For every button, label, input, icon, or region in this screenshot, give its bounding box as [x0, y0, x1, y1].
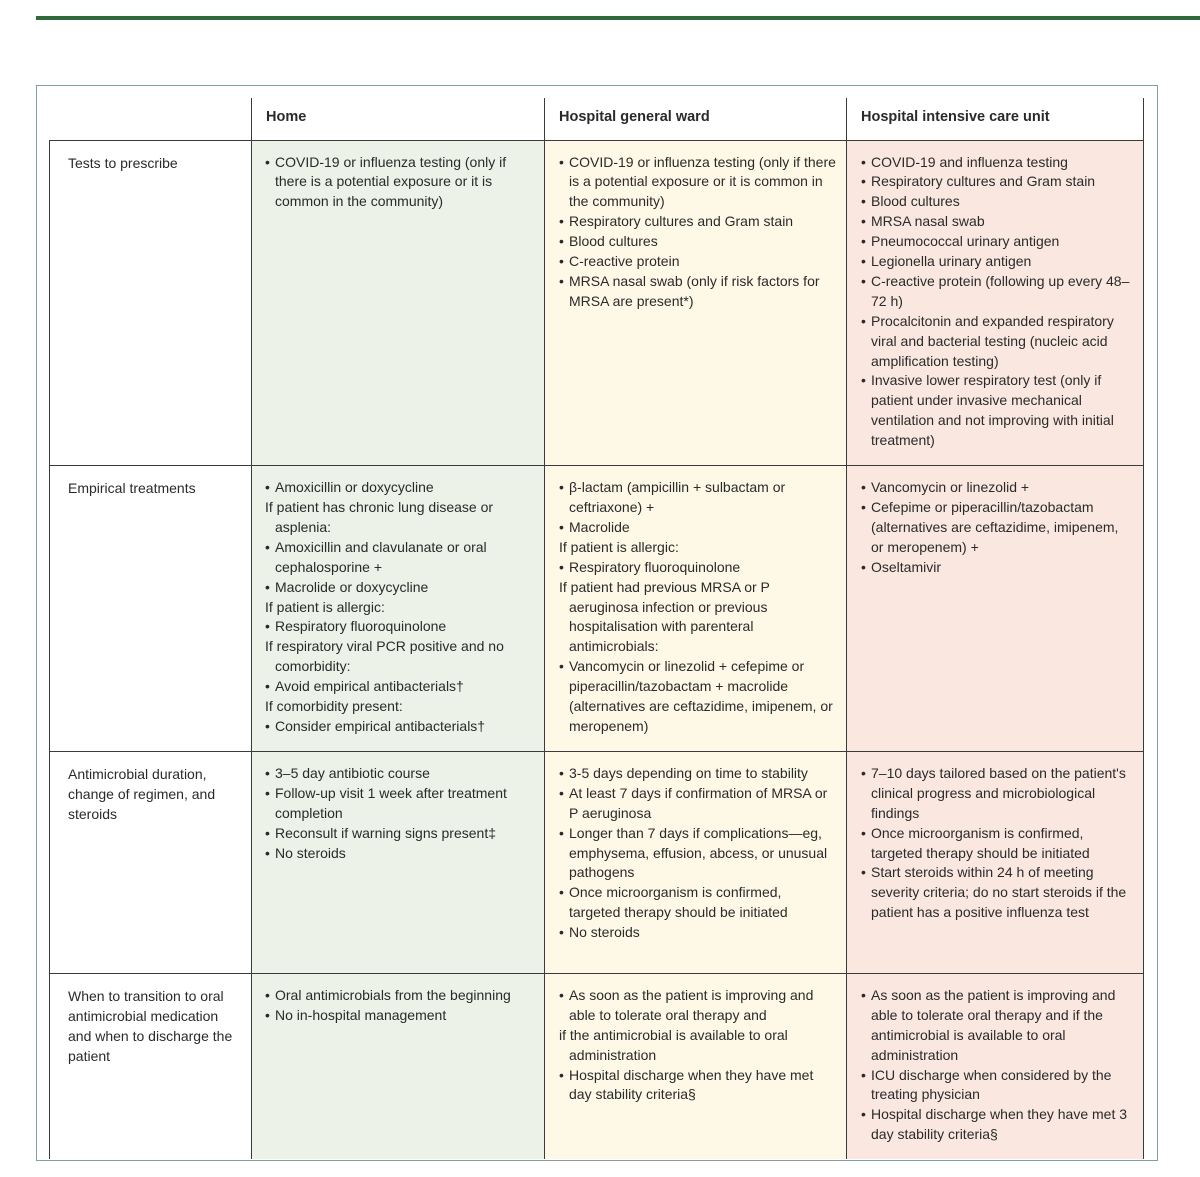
header-setting — [50, 98, 252, 140]
cell-home — [252, 140, 545, 466]
bullet-item: • Hospital discharge when they have met 3 day stability criteria§ — [861, 1105, 1133, 1145]
condition-text: If patient is allergic: — [265, 598, 385, 615]
bullet-item: • C-reactive protein — [559, 252, 836, 272]
cell-ward — [545, 466, 847, 752]
bullet-item: • COVID-19 or influenza testing (only if there is a potential exposure or it is common in the community) — [559, 153, 836, 213]
bullet-item: • β-lactam (ampicillin + sulbactam or ceftriaxone) + — [559, 478, 836, 518]
bullet-item: • COVID-19 or influenza testing (only if there is a potential exposure or it is common in the community) — [265, 153, 534, 213]
bullet-item: • 3-5 days depending on time to stability — [559, 764, 836, 784]
bullet-item: • Invasive lower respiratory test (only if patient under invasive mechanical ventilation and not improving with initial treatment) — [861, 371, 1133, 451]
cell-home — [252, 751, 545, 973]
bullet-item: • Once microorganism is confirmed, targeted therapy should be initiated — [559, 883, 836, 923]
bullet-item: • Procalcitonin and expanded respiratory viral and bacterial testing (nucleic acid amplification testing) — [861, 312, 1133, 372]
bullet-item: • Macrolide — [559, 518, 836, 538]
pneumonia-management-table — [49, 98, 1144, 1159]
cell-icu — [847, 751, 1144, 973]
bullet-item: • Consider empirical antibacterials† — [265, 717, 534, 737]
bullet-item: • Amoxicillin or doxycycline — [265, 478, 534, 498]
bullet-item: • Amoxicillin and clavulanate or oral cephalosporine + — [265, 538, 534, 578]
condition-text: If patient is allergic: — [559, 538, 679, 555]
row-label: Antimicrobial duration, change of regimen, and steroids — [50, 751, 252, 973]
bullet-item: • ICU discharge when considered by the treating physician — [861, 1066, 1133, 1106]
bullet-item: • Hospital discharge when they have met day stability criteria§ — [559, 1066, 836, 1106]
bullet-item: • Macrolide or doxycycline — [265, 578, 534, 598]
bullet-item: • Vancomycin or linezolid + cefepime or piperacillin/tazobactam + macrolide (alternatives are ceftazidime, imipenem, or meropenem) — [559, 657, 836, 737]
row-label: Tests to prescribe — [50, 140, 252, 466]
header-home: Home — [252, 98, 545, 140]
bullet-item: • Blood cultures — [861, 192, 1133, 212]
bullet-item: • Respiratory cultures and Gram stain — [861, 172, 1133, 192]
cell-ward — [545, 751, 847, 973]
row-label: Empirical treatments — [50, 466, 252, 752]
bullet-item: • Oral antimicrobials from the beginning — [265, 986, 534, 1006]
bullet-item: • MRSA nasal swab (only if risk factors for MRSA are present*) — [559, 272, 836, 312]
condition-text: If patient had previous MRSA or P aeruginosa infection or previous hospitalisation with parenteral antimicrobials: — [559, 578, 770, 655]
bullet-item: • Respiratory fluoroquinolone — [265, 617, 534, 637]
table-row-oral-transition-discharge — [50, 973, 1144, 1159]
bullet-item: • Blood cultures — [559, 232, 836, 252]
bullet-item: • As soon as the patient is improving and able to tolerate oral therapy and — [559, 986, 836, 1026]
bullet-item: • Once microorganism is confirmed, targeted therapy should be initiated — [861, 824, 1133, 864]
bullet-item: • No in-hospital management — [265, 1006, 534, 1026]
condition-text: If respiratory viral PCR positive and no comorbidity: — [265, 638, 504, 675]
condition-text: If patient has chronic lung disease or asplenia: — [265, 499, 494, 535]
condition-text: if the antimicrobial is available to oral administration — [559, 1026, 788, 1063]
bullet-item: • As soon as the patient is improving and able to tolerate oral therapy and if the antimicrobial is available to oral administration — [861, 986, 1133, 1066]
condition-text: If comorbidity present: — [265, 698, 403, 715]
bullet-item: • No steroids — [265, 844, 534, 864]
bullet-item: • Respiratory cultures and Gram stain — [559, 212, 836, 232]
cell-icu — [847, 973, 1144, 1159]
table-row-empirical-treatments — [50, 466, 1144, 752]
bullet-item: • No steroids — [559, 923, 836, 943]
top-rule — [36, 16, 1200, 20]
cell-home — [252, 466, 545, 752]
bullet-item: • 3–5 day antibiotic course — [265, 764, 534, 784]
bullet-item: • MRSA nasal swab — [861, 212, 1133, 232]
bullet-item: • Start steroids within 24 h of meeting severity criteria; do no start steroids if the patient has a positive influenza test — [861, 863, 1133, 923]
table-row-antimicrobial-duration — [50, 751, 1144, 973]
bullet-item: • Longer than 7 days if complications—eg, emphysema, effusion, abcess, or unusual pathogens — [559, 824, 836, 884]
cell-home — [252, 973, 545, 1159]
bullet-item: • Legionella urinary antigen — [861, 252, 1133, 272]
cell-icu — [847, 140, 1144, 466]
bullet-item: • At least 7 days if confirmation of MRSA or P aeruginosa — [559, 784, 836, 824]
cell-icu — [847, 466, 1144, 752]
header-row — [50, 98, 1144, 140]
bullet-item: • Reconsult if warning signs present‡ — [265, 824, 534, 844]
bullet-item: • Respiratory fluoroquinolone — [559, 558, 836, 578]
bullet-item: • Vancomycin or linezolid + — [861, 478, 1133, 498]
bullet-item: • Oseltamivir — [861, 558, 1133, 578]
bullet-item: • COVID-19 and influenza testing — [861, 153, 1133, 173]
cell-ward — [545, 973, 847, 1159]
header-hospital-general-ward: Hospital general ward — [545, 98, 847, 140]
row-label: When to transition to oral antimicrobial medication and when to discharge the patient — [50, 973, 252, 1159]
bullet-item: • C-reactive protein (following up every 48–72 h) — [861, 272, 1133, 312]
bullet-item: • Cefepime or piperacillin/tazobactam (alternatives are ceftazidime, imipenem, or meropenem) + — [861, 498, 1133, 558]
bullet-item: • Pneumococcal urinary antigen — [861, 232, 1133, 252]
cell-ward — [545, 140, 847, 466]
bullet-item: • Avoid empirical antibacterials† — [265, 677, 534, 697]
header-hospital-icu: Hospital intensive care unit — [847, 98, 1144, 140]
table-row-tests — [50, 140, 1144, 466]
bullet-item: • Follow-up visit 1 week after treatment completion — [265, 784, 534, 824]
bullet-item: • 7–10 days tailored based on the patient's clinical progress and microbiological findings — [861, 764, 1133, 824]
